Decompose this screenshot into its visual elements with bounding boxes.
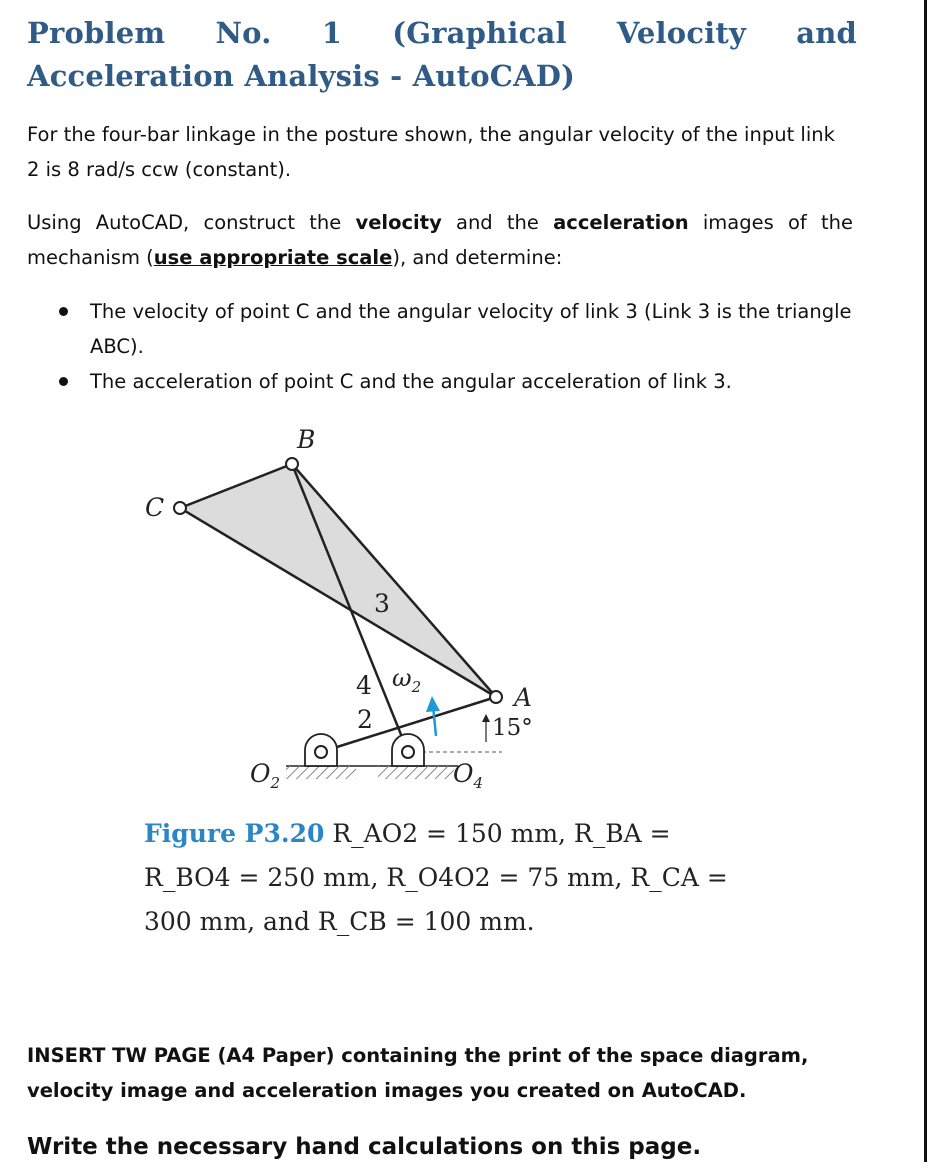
acceleration-term: acceleration — [553, 211, 689, 234]
figure-caption — [144, 812, 734, 944]
label-angle: 15° — [492, 715, 533, 741]
pin-c — [174, 502, 186, 514]
pin-b — [286, 458, 298, 470]
ground-hatch-o2 — [286, 766, 356, 779]
bullet-text: The velocity of point C and the angular velocity of link 3 (Link 3 is the triangle ABC). — [90, 300, 852, 358]
instruction-paragraph: Using AutoCAD, construct the velocity and the acceleration images of the mechanism (use appropriate scale), and determine: — [27, 211, 853, 269]
linkage-figure — [140, 420, 620, 800]
page-edge-rule — [924, 0, 927, 1162]
hand-calculation-note: Write the necessary hand calculations on this page. — [27, 1134, 702, 1160]
label-o2: $O_2$ — [250, 759, 281, 792]
pin-a — [490, 691, 502, 703]
label-link-2: 2 — [357, 705, 373, 734]
label-b: B — [297, 425, 316, 454]
scale-note: use appropriate scale — [153, 246, 393, 269]
task-list — [27, 294, 857, 399]
label-a: A — [514, 683, 533, 712]
bullet-text: The acceleration of point C and the angular acceleration of link 3. — [90, 370, 732, 393]
intro-paragraph: For the four-bar linkage in the posture shown, the angular velocity of the input link 2 is 8 rad/s ccw (constant). — [27, 123, 835, 181]
insert-instruction: INSERT TW PAGE (A4 Paper) containing the print of the space diagram, velocity image and acceleration images you created on AutoCAD. — [27, 1043, 809, 1102]
pin-o2 — [315, 746, 327, 758]
label-c: C — [145, 493, 165, 522]
ground-hatch-o4 — [378, 766, 454, 779]
label-link-3: 3 — [374, 589, 390, 618]
omega-arrowhead — [426, 696, 440, 712]
figure-caption-text: R_AO2 = 150 mm, R_BA = R_BO4 = 250 mm, R_O4O2 = 75 mm, R_CA = 300 mm, and R_CB = 100 mm. — [144, 819, 728, 936]
bullet-icon — [59, 377, 68, 386]
angle-arrowhead — [482, 714, 490, 722]
pin-o4 — [402, 746, 414, 758]
bullet-icon — [59, 307, 68, 316]
label-link-4: 4 — [356, 671, 372, 700]
label-omega: $\omega_2$ — [392, 664, 422, 696]
velocity-term: velocity — [355, 211, 442, 234]
list-item — [27, 294, 857, 364]
label-o4: $O_4$ — [453, 759, 484, 792]
problem-title: Problem No. 1 (Graphical Velocity and Acceleration Analysis - AutoCAD) — [27, 16, 857, 93]
figure-caption-label: Figure P3.20 — [144, 819, 325, 848]
list-item — [27, 364, 857, 399]
